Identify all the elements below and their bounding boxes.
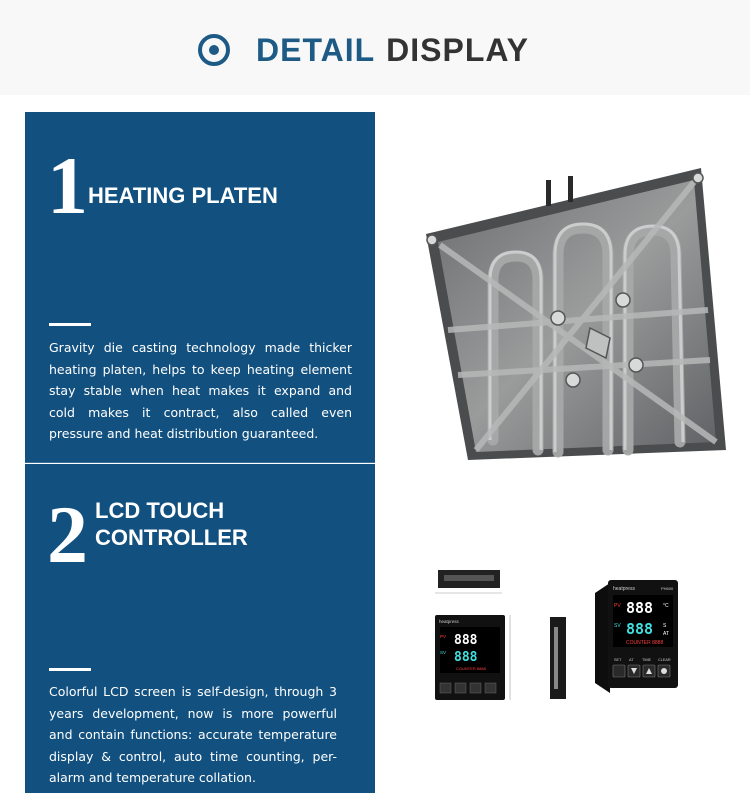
svg-text:888: 888 [454,650,478,665]
heading-underline [49,323,91,326]
controller-image [430,565,680,715]
section-description: Gravity die casting technology made thicker heating platen, helps to keep heating element stay stable when heat makes it expand and cold makes it contract, also called even pressure and heat distribution guaranteed. [49,340,352,441]
title-rest: DISPLAY [386,31,529,68]
section-number: 2 [47,489,88,580]
section-heading-line-2: CONTROLLER [95,525,248,550]
page-title [198,30,529,70]
svg-text:CLEAR: CLEAR [658,658,671,662]
section-heating-platen [25,112,375,463]
title-accent: DETAIL [256,31,376,68]
svg-text:PH600: PH600 [661,586,674,591]
svg-text:SET: SET [614,658,622,662]
section-description: Colorful LCD screen is self-design, through 3 years development, now is more powerful and contain functions: accurate temperature display & control, auto time counting, per-alarm and temperature collation. [49,684,337,785]
svg-text:AT: AT [663,631,670,637]
section-number: 1 [47,140,88,231]
section-lcd-controller [25,464,375,793]
heading-underline [49,668,91,671]
svg-text:888: 888 [626,620,654,638]
svg-text:888: 888 [454,633,478,648]
svg-text:TIME: TIME [642,658,652,662]
svg-text:888: 888 [626,599,654,617]
svg-text:PV: PV [614,603,621,609]
heating-platen-image [418,160,728,465]
svg-text:COUNTER 8888: COUNTER 8888 [626,640,664,646]
svg-text:heatpress: heatpress [613,586,635,592]
svg-text:COUNTER 8888: COUNTER 8888 [456,666,486,671]
section-divider [25,462,375,463]
brand-label: heatpress [439,619,459,624]
svg-text:PV: PV [440,634,447,639]
svg-text:SV: SV [614,623,621,629]
svg-text:°C: °C [663,603,669,609]
svg-text:S: S [663,623,667,629]
svg-text:SV: SV [440,650,447,655]
section-heading: HEATING PLATEN [88,183,278,208]
svg-text:AT: AT [629,658,634,662]
section-heading-line-1: LCD TOUCH [95,498,225,523]
target-icon [198,34,230,66]
